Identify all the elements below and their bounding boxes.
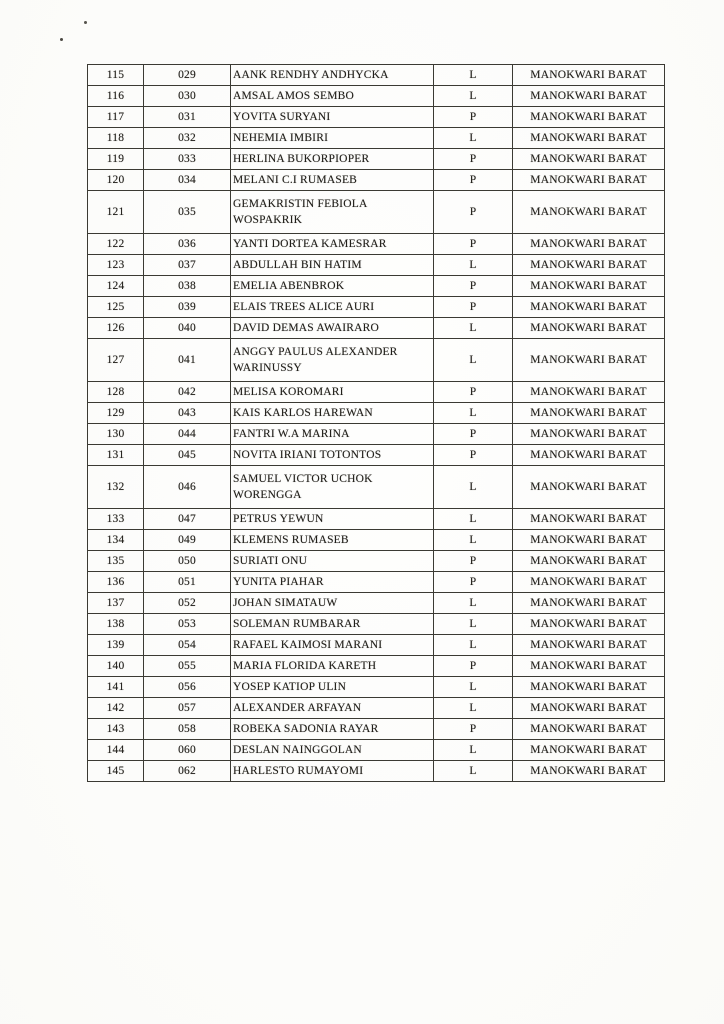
row-number-cell: 119 bbox=[88, 149, 144, 170]
code-cell: 030 bbox=[144, 86, 231, 107]
row-number-cell: 144 bbox=[88, 740, 144, 761]
table-row bbox=[88, 593, 665, 614]
district-cell: MANOKWARI BARAT bbox=[513, 551, 665, 572]
code-cell: 033 bbox=[144, 149, 231, 170]
table-row bbox=[88, 382, 665, 403]
gender-cell: P bbox=[434, 551, 513, 572]
gender-cell: L bbox=[434, 128, 513, 149]
row-number-cell: 138 bbox=[88, 614, 144, 635]
district-cell: MANOKWARI BARAT bbox=[513, 530, 665, 551]
name-cell: SAMUEL VICTOR UCHOK WORENGGA bbox=[231, 466, 434, 509]
name-cell: MELISA KOROMARI bbox=[231, 382, 434, 403]
district-cell: MANOKWARI BARAT bbox=[513, 656, 665, 677]
code-cell: 050 bbox=[144, 551, 231, 572]
name-cell: HERLINA BUKORPIOPER bbox=[231, 149, 434, 170]
name-cell: ANGGY PAULUS ALEXANDER WARINUSSY bbox=[231, 339, 434, 382]
gender-cell: L bbox=[434, 530, 513, 551]
gender-cell: L bbox=[434, 255, 513, 276]
district-cell: MANOKWARI BARAT bbox=[513, 424, 665, 445]
code-cell: 043 bbox=[144, 403, 231, 424]
district-cell: MANOKWARI BARAT bbox=[513, 297, 665, 318]
district-cell: MANOKWARI BARAT bbox=[513, 149, 665, 170]
name-cell: EMELIA ABENBROK bbox=[231, 276, 434, 297]
row-number-cell: 121 bbox=[88, 191, 144, 234]
gender-cell: L bbox=[434, 740, 513, 761]
code-cell: 044 bbox=[144, 424, 231, 445]
table-row bbox=[88, 234, 665, 255]
gender-cell: P bbox=[434, 424, 513, 445]
table-row bbox=[88, 656, 665, 677]
row-number-cell: 140 bbox=[88, 656, 144, 677]
row-number-cell: 143 bbox=[88, 719, 144, 740]
name-cell: ROBEKA SADONIA RAYAR bbox=[231, 719, 434, 740]
table-row bbox=[88, 191, 665, 234]
code-cell: 029 bbox=[144, 65, 231, 86]
gender-cell: L bbox=[434, 509, 513, 530]
row-number-cell: 116 bbox=[88, 86, 144, 107]
code-cell: 049 bbox=[144, 530, 231, 551]
scan-speck-icon bbox=[84, 21, 87, 24]
code-cell: 047 bbox=[144, 509, 231, 530]
row-number-cell: 145 bbox=[88, 761, 144, 782]
row-number-cell: 126 bbox=[88, 318, 144, 339]
gender-cell: L bbox=[434, 339, 513, 382]
name-cell: KAIS KARLOS HAREWAN bbox=[231, 403, 434, 424]
table-row bbox=[88, 403, 665, 424]
district-cell: MANOKWARI BARAT bbox=[513, 191, 665, 234]
name-cell: NOVITA IRIANI TOTONTOS bbox=[231, 445, 434, 466]
table-row bbox=[88, 572, 665, 593]
table-row bbox=[88, 297, 665, 318]
gender-cell: L bbox=[434, 65, 513, 86]
name-cell: AMSAL AMOS SEMBO bbox=[231, 86, 434, 107]
row-number-cell: 141 bbox=[88, 677, 144, 698]
table-row bbox=[88, 128, 665, 149]
name-cell: YUNITA PIAHAR bbox=[231, 572, 434, 593]
gender-cell: L bbox=[434, 677, 513, 698]
district-cell: MANOKWARI BARAT bbox=[513, 403, 665, 424]
table-row bbox=[88, 466, 665, 509]
code-cell: 035 bbox=[144, 191, 231, 234]
name-cell: MARIA FLORIDA KARETH bbox=[231, 656, 434, 677]
attendance-list-table bbox=[87, 64, 665, 782]
district-cell: MANOKWARI BARAT bbox=[513, 318, 665, 339]
district-cell: MANOKWARI BARAT bbox=[513, 107, 665, 128]
row-number-cell: 142 bbox=[88, 698, 144, 719]
row-number-cell: 139 bbox=[88, 635, 144, 656]
gender-cell: L bbox=[434, 614, 513, 635]
district-cell: MANOKWARI BARAT bbox=[513, 128, 665, 149]
code-cell: 054 bbox=[144, 635, 231, 656]
gender-cell: L bbox=[434, 593, 513, 614]
code-cell: 060 bbox=[144, 740, 231, 761]
table-row bbox=[88, 530, 665, 551]
gender-cell: P bbox=[434, 656, 513, 677]
row-number-cell: 134 bbox=[88, 530, 144, 551]
gender-cell: P bbox=[434, 445, 513, 466]
row-number-cell: 129 bbox=[88, 403, 144, 424]
gender-cell: L bbox=[434, 761, 513, 782]
table-row bbox=[88, 698, 665, 719]
gender-cell: L bbox=[434, 318, 513, 339]
district-cell: MANOKWARI BARAT bbox=[513, 234, 665, 255]
district-cell: MANOKWARI BARAT bbox=[513, 740, 665, 761]
table-row bbox=[88, 740, 665, 761]
code-cell: 051 bbox=[144, 572, 231, 593]
district-cell: MANOKWARI BARAT bbox=[513, 276, 665, 297]
table-row bbox=[88, 719, 665, 740]
table-row bbox=[88, 65, 665, 86]
table-row bbox=[88, 107, 665, 128]
gender-cell: P bbox=[434, 170, 513, 191]
row-number-cell: 130 bbox=[88, 424, 144, 445]
name-cell: ELAIS TREES ALICE AURI bbox=[231, 297, 434, 318]
row-number-cell: 124 bbox=[88, 276, 144, 297]
district-cell: MANOKWARI BARAT bbox=[513, 445, 665, 466]
district-cell: MANOKWARI BARAT bbox=[513, 86, 665, 107]
district-cell: MANOKWARI BARAT bbox=[513, 593, 665, 614]
name-cell: NEHEMIA IMBIRI bbox=[231, 128, 434, 149]
name-cell: AANK RENDHY ANDHYCKA bbox=[231, 65, 434, 86]
gender-cell: P bbox=[434, 276, 513, 297]
name-cell: KLEMENS RUMASEB bbox=[231, 530, 434, 551]
code-cell: 031 bbox=[144, 107, 231, 128]
name-cell: RAFAEL KAIMOSI MARANI bbox=[231, 635, 434, 656]
district-cell: MANOKWARI BARAT bbox=[513, 698, 665, 719]
name-cell: FANTRI W.A MARINA bbox=[231, 424, 434, 445]
gender-cell: P bbox=[434, 297, 513, 318]
district-cell: MANOKWARI BARAT bbox=[513, 614, 665, 635]
row-number-cell: 115 bbox=[88, 65, 144, 86]
code-cell: 040 bbox=[144, 318, 231, 339]
table-row bbox=[88, 424, 665, 445]
code-cell: 041 bbox=[144, 339, 231, 382]
table-row bbox=[88, 86, 665, 107]
row-number-cell: 136 bbox=[88, 572, 144, 593]
row-number-cell: 122 bbox=[88, 234, 144, 255]
district-cell: MANOKWARI BARAT bbox=[513, 635, 665, 656]
code-cell: 057 bbox=[144, 698, 231, 719]
name-cell: YOSEP KATIOP ULIN bbox=[231, 677, 434, 698]
name-cell: YANTI DORTEA KAMESRAR bbox=[231, 234, 434, 255]
name-cell: SOLEMAN RUMBARAR bbox=[231, 614, 434, 635]
row-number-cell: 123 bbox=[88, 255, 144, 276]
district-cell: MANOKWARI BARAT bbox=[513, 382, 665, 403]
code-cell: 062 bbox=[144, 761, 231, 782]
code-cell: 058 bbox=[144, 719, 231, 740]
row-number-cell: 137 bbox=[88, 593, 144, 614]
name-cell: YOVITA SURYANI bbox=[231, 107, 434, 128]
table-row bbox=[88, 509, 665, 530]
gender-cell: L bbox=[434, 403, 513, 424]
row-number-cell: 118 bbox=[88, 128, 144, 149]
row-number-cell: 131 bbox=[88, 445, 144, 466]
gender-cell: P bbox=[434, 382, 513, 403]
gender-cell: P bbox=[434, 149, 513, 170]
name-cell: MELANI C.I RUMASEB bbox=[231, 170, 434, 191]
code-cell: 039 bbox=[144, 297, 231, 318]
code-cell: 055 bbox=[144, 656, 231, 677]
name-cell: JOHAN SIMATAUW bbox=[231, 593, 434, 614]
row-number-cell: 128 bbox=[88, 382, 144, 403]
row-number-cell: 117 bbox=[88, 107, 144, 128]
gender-cell: P bbox=[434, 234, 513, 255]
name-cell: ALEXANDER ARFAYAN bbox=[231, 698, 434, 719]
code-cell: 053 bbox=[144, 614, 231, 635]
name-cell: ABDULLAH BIN HATIM bbox=[231, 255, 434, 276]
district-cell: MANOKWARI BARAT bbox=[513, 170, 665, 191]
table-row bbox=[88, 255, 665, 276]
gender-cell: P bbox=[434, 191, 513, 234]
row-number-cell: 133 bbox=[88, 509, 144, 530]
table-row bbox=[88, 635, 665, 656]
row-number-cell: 127 bbox=[88, 339, 144, 382]
table-row bbox=[88, 551, 665, 572]
code-cell: 052 bbox=[144, 593, 231, 614]
table-row bbox=[88, 339, 665, 382]
table-row bbox=[88, 318, 665, 339]
district-cell: MANOKWARI BARAT bbox=[513, 719, 665, 740]
table-row bbox=[88, 614, 665, 635]
scan-speck-icon bbox=[60, 38, 63, 41]
code-cell: 038 bbox=[144, 276, 231, 297]
district-cell: MANOKWARI BARAT bbox=[513, 761, 665, 782]
district-cell: MANOKWARI BARAT bbox=[513, 509, 665, 530]
row-number-cell: 125 bbox=[88, 297, 144, 318]
code-cell: 034 bbox=[144, 170, 231, 191]
district-cell: MANOKWARI BARAT bbox=[513, 466, 665, 509]
name-cell: DESLAN NAINGGOLAN bbox=[231, 740, 434, 761]
code-cell: 045 bbox=[144, 445, 231, 466]
gender-cell: L bbox=[434, 635, 513, 656]
code-cell: 037 bbox=[144, 255, 231, 276]
district-cell: MANOKWARI BARAT bbox=[513, 339, 665, 382]
code-cell: 036 bbox=[144, 234, 231, 255]
gender-cell: P bbox=[434, 572, 513, 593]
district-cell: MANOKWARI BARAT bbox=[513, 677, 665, 698]
gender-cell: L bbox=[434, 466, 513, 509]
attendance-table-body bbox=[88, 65, 665, 782]
name-cell: DAVID DEMAS AWAIRARO bbox=[231, 318, 434, 339]
district-cell: MANOKWARI BARAT bbox=[513, 572, 665, 593]
table-row bbox=[88, 677, 665, 698]
gender-cell: P bbox=[434, 107, 513, 128]
name-cell: HARLESTO RUMAYOMI bbox=[231, 761, 434, 782]
row-number-cell: 135 bbox=[88, 551, 144, 572]
district-cell: MANOKWARI BARAT bbox=[513, 255, 665, 276]
code-cell: 042 bbox=[144, 382, 231, 403]
table-row bbox=[88, 445, 665, 466]
gender-cell: L bbox=[434, 698, 513, 719]
table-row bbox=[88, 761, 665, 782]
row-number-cell: 120 bbox=[88, 170, 144, 191]
gender-cell: L bbox=[434, 86, 513, 107]
name-cell: GEMAKRISTIN FEBIOLA WOSPAKRIK bbox=[231, 191, 434, 234]
district-cell: MANOKWARI BARAT bbox=[513, 65, 665, 86]
table-row bbox=[88, 276, 665, 297]
code-cell: 056 bbox=[144, 677, 231, 698]
code-cell: 032 bbox=[144, 128, 231, 149]
table-row bbox=[88, 149, 665, 170]
name-cell: PETRUS YEWUN bbox=[231, 509, 434, 530]
gender-cell: P bbox=[434, 719, 513, 740]
row-number-cell: 132 bbox=[88, 466, 144, 509]
name-cell: SURIATI ONU bbox=[231, 551, 434, 572]
table-row bbox=[88, 170, 665, 191]
code-cell: 046 bbox=[144, 466, 231, 509]
